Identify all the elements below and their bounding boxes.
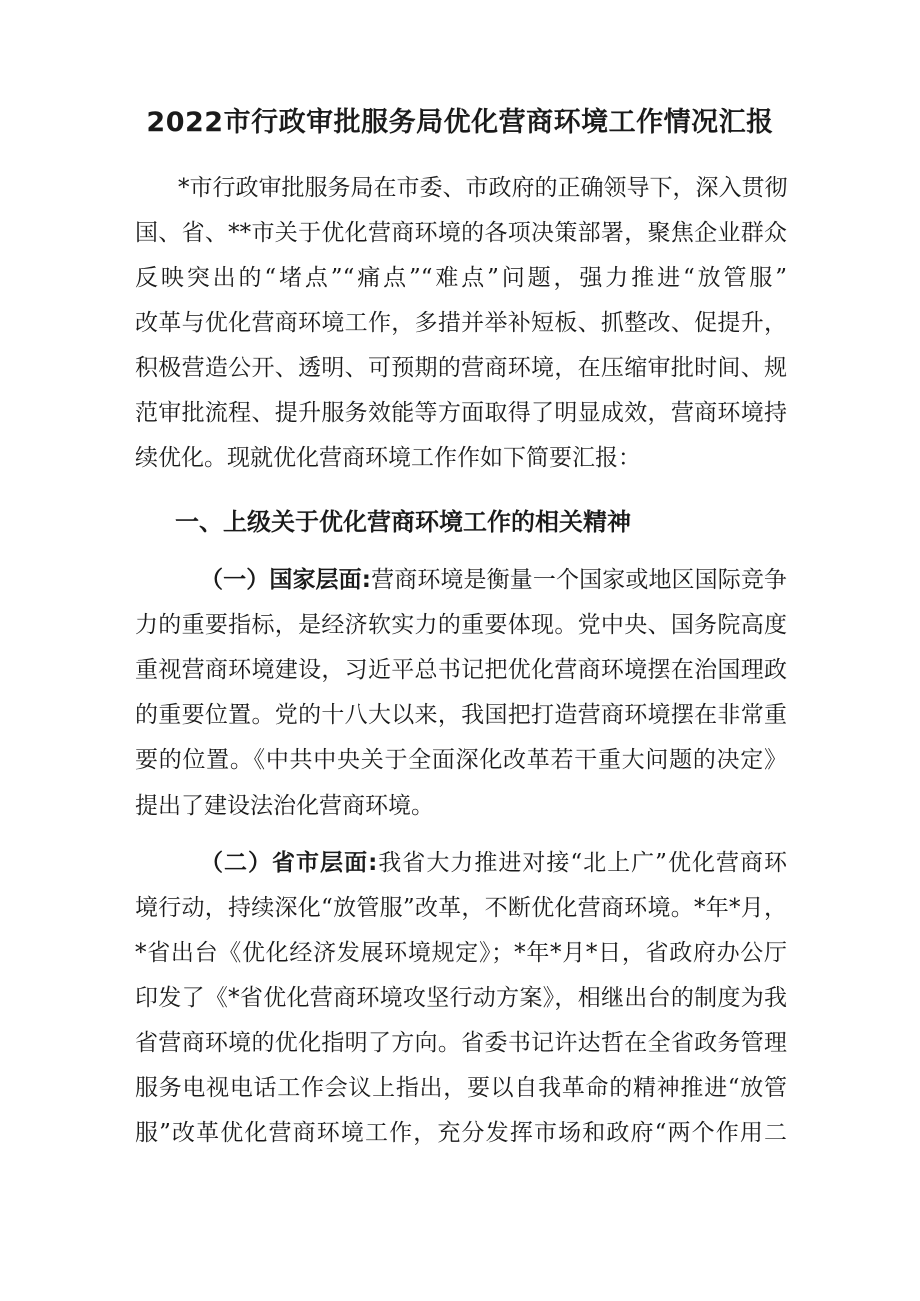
national-line: 要的位置。《中共中央关于全面深化改革若干重大问题的决定》 bbox=[135, 747, 787, 773]
document-title: 2022市行政审批服务局优化营商环境工作情况汇报 bbox=[146, 107, 774, 138]
intro-line: 反映突出的“堵点”“痛点”“难点”问题，强力推进“放管服” bbox=[135, 265, 787, 291]
national-line: 的重要位置。党的十八大以来，我国把打造营商环境摆在非常重 bbox=[135, 702, 787, 728]
intro-line: 续优化。现就优化营商环境工作作如下简要汇报： bbox=[135, 445, 641, 471]
provincial-label: （二）省市层面: bbox=[200, 850, 378, 876]
intro-line: 范审批流程、提升服务效能等方面取得了明显成效，营商环境持 bbox=[135, 400, 787, 426]
intro-line: 改革与优化营商环境工作，多措并举补短板、抓整改、促提升， bbox=[135, 310, 787, 336]
national-line: 提出了建设法治化营商环境。 bbox=[135, 793, 434, 819]
national-first-line-text: 营商环境是衡量一个国家或地区国际竞争 bbox=[370, 567, 787, 593]
provincial-line: 省营商环境的优化指明了方向。省委书记许达哲在全省政务管理 bbox=[135, 1030, 787, 1056]
provincial-line: 境行动，持续深化“放管服”改革，不断优化营商环境。*年*月， bbox=[135, 895, 787, 921]
national-line: 重视营商环境建设，习近平总书记把优化营商环境摆在治国理政 bbox=[135, 657, 787, 683]
provincial-line: 服务电视电话工作会议上指出，要以自我革命的精神推进“放管 bbox=[135, 1075, 787, 1101]
national-line: 力的重要指标，是经济软实力的重要体现。党中央、国务院高度 bbox=[135, 612, 787, 638]
provincial-first-line bbox=[200, 846, 787, 880]
national-first-line bbox=[200, 563, 787, 597]
intro-line: 积极营造公开、透明、可预期的营商环境，在压缩审批时间、规 bbox=[135, 355, 787, 381]
provincial-line: 服”改革优化营商环境工作，充分发挥市场和政府“两个作用二 bbox=[135, 1120, 787, 1146]
provincial-first-line-text: 我省大力推进对接“北上广”优化营商环 bbox=[377, 850, 787, 876]
provincial-line: *省出台《优化经济发展环境规定》；*年*月*日，省政府办公厅 bbox=[135, 940, 787, 966]
intro-line: 国、省、**市关于优化营商环境的各项决策部署，聚焦企业群众 bbox=[135, 220, 787, 246]
provincial-line: 印发了《*省优化营商环境攻坚行动方案》，相继出台的制度为我 bbox=[135, 985, 787, 1011]
national-label: （一）国家层面: bbox=[200, 567, 371, 593]
section-heading: 一、上级关于优化营商环境工作的相关精神 bbox=[175, 508, 631, 536]
intro-line: *市行政审批服务局在市委、市政府的正确领导下，深入贯彻 bbox=[178, 175, 788, 201]
